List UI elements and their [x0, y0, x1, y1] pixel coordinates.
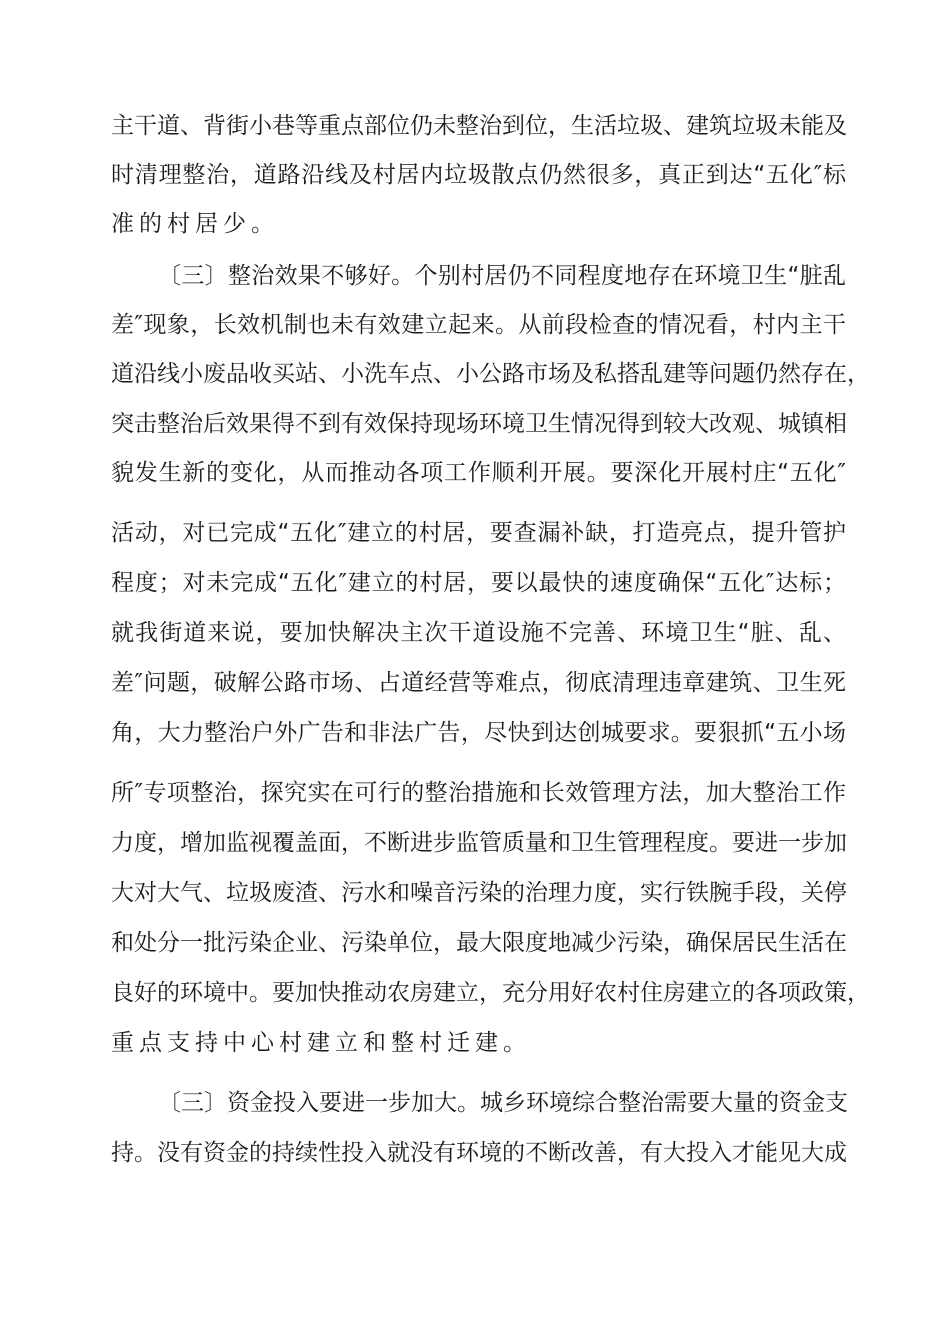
text-line: 貌发生新的变化，从而推动各项工作顺利开展。要深化开展村庄“五化″ [111, 460, 846, 486]
text-line: 就我街道来说，要加快解决主次干道设施不完善、环境卫生“脏、乱、 [111, 620, 846, 646]
text-line: 力度，增加监视覆盖面，不断进步监管质量和卫生管理程度。要进一步加 [111, 830, 847, 856]
text-line: 持。没有资金的持续性投入就没有环境的不断改善，有大投入才能见大成 [111, 1140, 847, 1166]
text-line: 重点支持中心村建立和整村迁建。 [111, 1030, 531, 1056]
text-line: 主干道、背街小巷等重点部位仍未整治到位，生活垃圾、建筑垃圾未能及 [111, 113, 847, 139]
text-line: 准的村居少。 [111, 211, 279, 237]
text-line: 时清理整治，道路沿线及村居内垃圾散点仍然很多，真正到达“五化″标 [111, 162, 846, 188]
text-line: 突击整治后效果得不到有效保持现场环境卫生情况得到较大改观、城镇相 [111, 411, 847, 437]
text-line: 道沿线小废品收买站、小洗车点、小公路市场及私搭乱建等问题仍然存在， [111, 361, 870, 387]
text-line: 良好的环境中。要加快推动农房建立，充分用好农村住房建立的各项政策， [111, 980, 870, 1006]
text-line: 大对大气、垃圾废渣、污水和噪音污染的治理力度，实行铁腕手段，关停 [111, 880, 847, 906]
text-line: 所″专项整治，探究实在可行的整治措施和长效管理方法，加大整治工作 [111, 780, 846, 806]
text-line: 差″问题，破解公路市场、占道经营等难点，彻底清理违章建筑、卫生死 [111, 670, 846, 696]
paragraph-start-line: 〔三〕整治效果不够好。个别村居仍不同程度地存在环境卫生“脏乱 [158, 263, 846, 289]
text-line: 差″现象，长效机制也未有效建立起来。从前段检查的情况看，村内主干 [111, 312, 846, 338]
text-line: 和处分一批污染企业、污染单位，最大限度地减少污染，确保居民生活在 [111, 930, 847, 956]
text-line: 角，大力整治户外广告和非法广告，尽快到达创城要求。要狠抓“五小场 [111, 720, 846, 746]
paragraph-start-line: 〔三〕资金投入要进一步加大。城乡环境综合整治需要大量的资金支 [158, 1090, 848, 1116]
text-line: 程度；对未完成“五化″建立的村居，要以最快的速度确保“五化″达标； [111, 570, 846, 596]
text-line: 活动，对已完成“五化″建立的村居，要查漏补缺，打造亮点，提升管护 [111, 520, 846, 546]
